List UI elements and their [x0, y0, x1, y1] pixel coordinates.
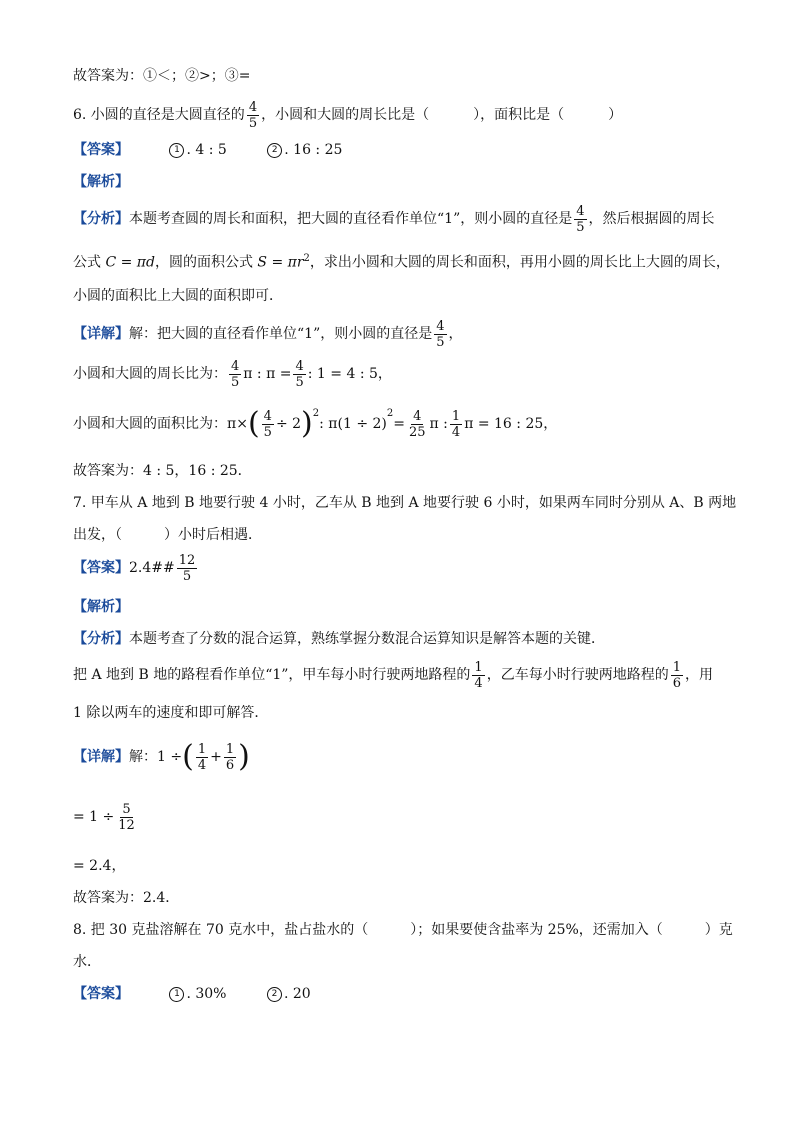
q7-line2: 出发，（ ）小时后相遇． — [73, 527, 262, 543]
q6-analysis-line3: 小圆的面积比上大圆的面积即可． — [73, 288, 283, 304]
q6-circumference-ratio: 小圆和大圆的周长比为： $\frac{4}{5}$ π : π = $\frac{4}{5}$ : 1 = 4 : 5， — [73, 358, 392, 390]
q7-final: 故答案为：2.4． — [73, 890, 180, 906]
q7-step3: = 2.4， — [73, 858, 126, 874]
q7-step2: = 1 ÷ $\frac{5}{12}$ — [73, 801, 135, 833]
fraction: $\frac{4}{5}$ — [248, 99, 258, 131]
q7-line1: 7. 甲车从 A 地到 B 地要行驶 4 小时，乙车从 B 地到 A 地要行驶 6 小时，如果两车同时分别从 A、B 两地 — [73, 495, 737, 511]
q6-area-ratio: 小圆和大圆的面积比为： π× ( $\frac{4}{5}$ ÷ 2 ) 2 : π(1 ÷ 2) 2 = $\frac{4}{25}$ π : $\frac{1}{4}$ π = 16 : 25， — [73, 406, 558, 441]
answer-tag: 【答案】 — [73, 142, 129, 158]
q7-analysis: 【分析】本题考查了分数的混合运算，熟练掌握分数混合运算知识是解答本题的关键． — [73, 631, 605, 647]
q6-question: 6. 小圆的直径是大圆直径的 $\frac{4}{5}$ ，小圆和大圆的周长比是（ ），面积比是（ ） — [73, 99, 623, 131]
q8-line2: 水． — [73, 954, 101, 970]
q7-explain-line1: 把 A 地到 B 地的路程看作单位“1”，甲车每小时行驶两地路程的 $\frac{1}{4}$ ，乙车每小时行驶两地路程的 $\frac{1}{6}$ ，用 — [73, 659, 713, 691]
q6-answer: 【答案】 1 . 4 : 5 2 . 16 : 25 — [73, 142, 343, 158]
q6-detail-line1: 【详解】 解：把大圆的直径看作单位“1”，则小圆的直径是 $\frac{4}{5}$ ， — [73, 318, 463, 350]
q8-line1: 8. 把 30 克盐溶解在 70 克水中，盐占盐水的（ ）；如果要使含盐率为 25%，还需加入（ ）克 — [73, 922, 733, 938]
q6-analysis-line2: 公式 C = πd，圆的面积公式 $S = \pi r^2$，求出小圆和大圆的周长和面积，再用小圆的周长比上大圆的周长， — [73, 253, 730, 271]
q6-analysis-line1: 【分析】 本题考查圆的周长和面积，把大圆的直径看作单位“1”，则小圆的直径是 $\frac{4}{5}$ ，然后根据圆的周长 — [73, 203, 715, 235]
q7-answer: 【答案】 2.4## $\frac{12}{5}$ — [73, 552, 196, 584]
q7-explain-line2: 1 除以两车的速度和即可解答． — [73, 705, 269, 721]
q6-jiexi-tag: 【解析】 — [73, 174, 129, 190]
q6-final: 故答案为：4 : 5，16 : 25． — [73, 463, 252, 479]
q7-detail: 【详解】 解：1 ÷ ( $\frac{1}{4}$ + $\frac{1}{6}$ ) — [73, 739, 250, 774]
q5-answer: 故答案为：①＜；②>；③= — [73, 68, 251, 84]
q7-jiexi-tag: 【解析】 — [73, 599, 129, 615]
q8-answer: 【答案】 1 . 30% 2 . 20 — [73, 986, 311, 1002]
